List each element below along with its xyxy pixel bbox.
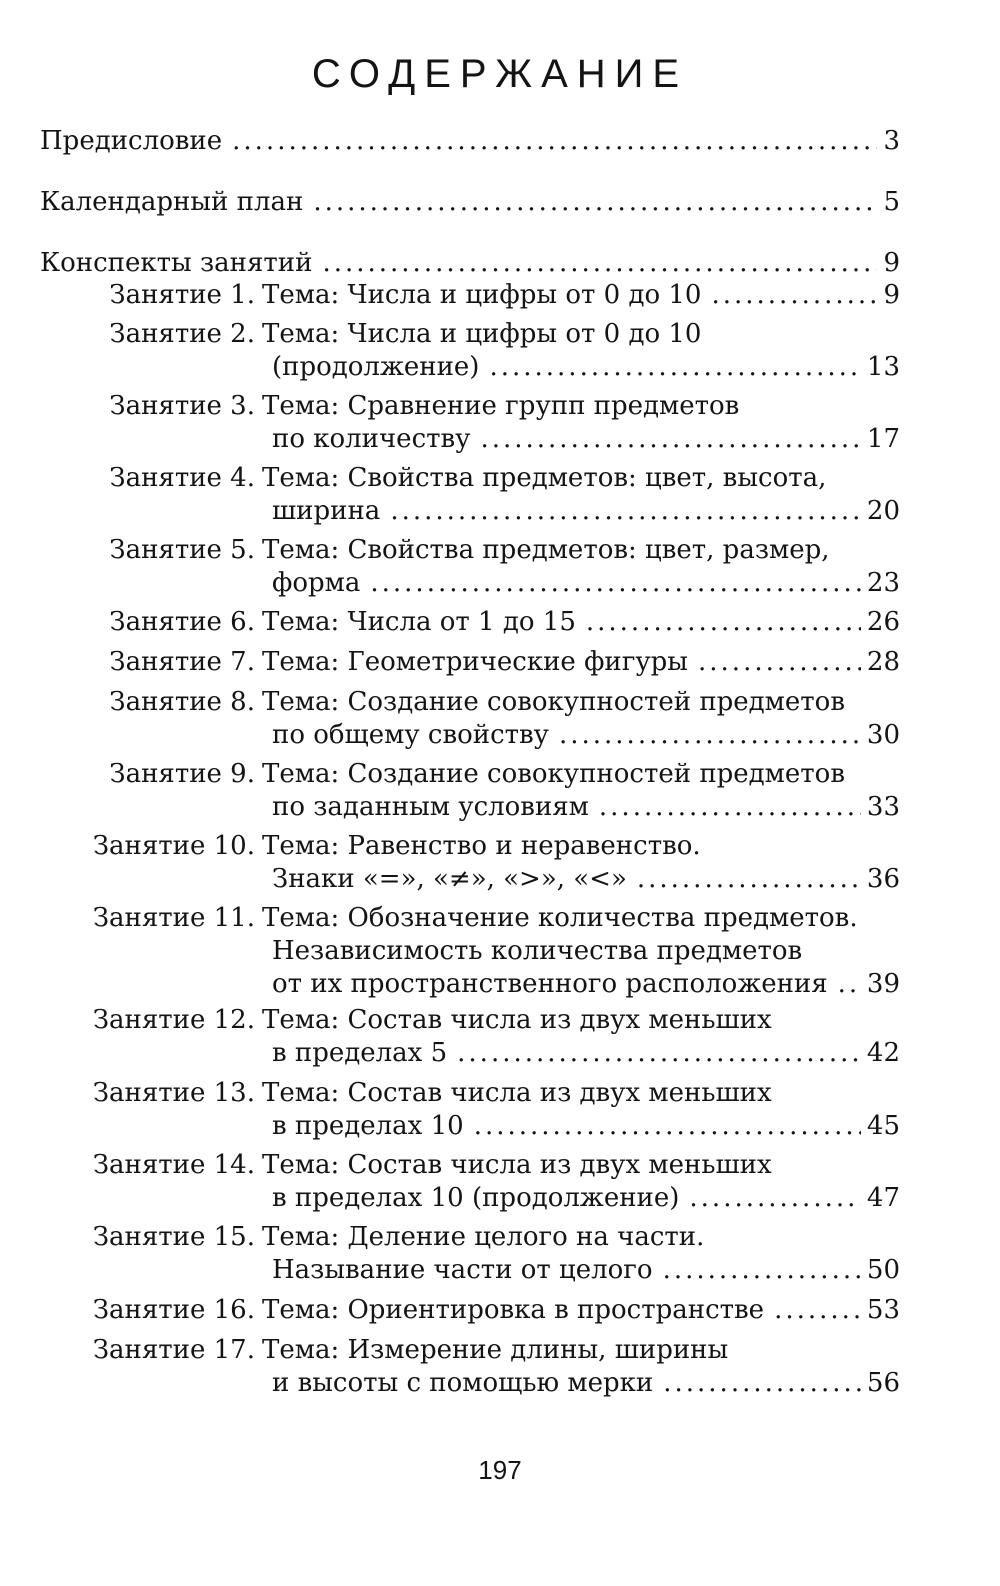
leader-dots: [838, 965, 861, 1003]
toc-page-number: 9: [883, 280, 900, 310]
leader-dots: [599, 788, 861, 826]
toc-page-number: 33: [866, 792, 900, 822]
toc-entry-label: Календарный план: [40, 187, 304, 217]
leader-dots: [480, 420, 860, 458]
leader-dots: [559, 716, 861, 754]
lesson-topic-line: Тема: Равенство и неравенство.: [262, 831, 701, 861]
lesson-topic-line: Называние части от целого: [272, 1255, 653, 1285]
lesson-number: Занятие 16.: [92, 1295, 255, 1325]
leader-dots: [586, 603, 861, 641]
leader-dots: [689, 1179, 861, 1217]
lesson-number: Занятие 14.: [92, 1150, 255, 1180]
toc-entry-lesson-13[interactable]: [272, 1107, 900, 1145]
lesson-topic-line: Тема: Состав числа из двух меньших: [262, 1005, 772, 1035]
lesson-number: Занятие 4.: [109, 463, 255, 493]
lesson-number: Занятие 17.: [92, 1335, 255, 1365]
leader-dots: [637, 860, 861, 898]
toc-page-number: 13: [866, 352, 900, 382]
page-number: 197: [478, 1455, 522, 1485]
lesson-number: Занятие 5.: [109, 535, 255, 565]
toc-entry-calendar-plan[interactable]: [40, 183, 900, 221]
lesson-topic-line: Тема: Создание совокупностей предметов: [262, 759, 845, 789]
lesson-topic-line: Знаки «=», «≠», «>», «<»: [272, 864, 627, 894]
toc-page-number: 5: [883, 187, 900, 217]
lesson-topic-line: Тема: Числа и цифры от 0 до 10: [262, 319, 702, 349]
toc-page-number: 17: [866, 424, 900, 454]
lesson-topic-line: Тема: Ориентировка в пространстве: [262, 1295, 765, 1325]
lesson-topic-line: форма: [272, 568, 361, 598]
toc-page-number: 53: [866, 1295, 900, 1325]
toc-page-number: 30: [866, 720, 900, 750]
toc-page-number: 56: [866, 1368, 900, 1398]
lesson-topic-line: по заданным условиям: [272, 792, 589, 822]
lesson-topic-line: в пределах 5: [272, 1038, 448, 1068]
leader-dots: [232, 122, 877, 160]
toc-page-number: 20: [866, 496, 900, 526]
lesson-topic-line: Тема: Геометрические фигуры: [262, 647, 689, 677]
leader-dots: [774, 1291, 861, 1329]
lesson-topic-line: от их пространственного расположения: [272, 969, 828, 999]
lesson-topic-line: ширина: [272, 496, 381, 526]
lesson-topic-line: Независимость количества предметов: [272, 936, 803, 966]
toc-entry-lesson-10[interactable]: [272, 860, 900, 898]
toc-entry-lesson-2[interactable]: [272, 348, 900, 386]
lesson-topic-line: Тема: Измерение длины, ширины: [262, 1335, 729, 1365]
lesson-topic-line: Тема: Создание совокупностей предметов: [262, 687, 845, 717]
toc-page-number: 3: [883, 126, 900, 156]
lesson-number: Занятие 13.: [92, 1078, 255, 1108]
toc-entry-label: Конспекты занятий: [40, 248, 313, 278]
toc-entry-lesson-5[interactable]: [272, 564, 900, 602]
lesson-topic-line: Тема: Обозначение количества предметов.: [262, 903, 858, 933]
toc-entry-lesson-1[interactable]: [262, 276, 900, 314]
leader-dots: [711, 276, 877, 314]
lesson-topic-line: в пределах 10: [272, 1111, 464, 1141]
toc-page-number: 45: [866, 1111, 900, 1141]
leader-dots: [474, 1107, 861, 1145]
lesson-number: Занятие 12.: [92, 1005, 255, 1035]
lesson-number: Занятие 15.: [92, 1222, 255, 1252]
lesson-topic-line: по общему свойству: [272, 720, 549, 750]
lesson-topic-line: Тема: Состав числа из двух меньших: [262, 1150, 772, 1180]
toc-page-number: 26: [866, 607, 900, 637]
lesson-number: Занятие 10.: [92, 831, 255, 861]
lesson-number: Занятие 7.: [109, 647, 255, 677]
leader-dots: [390, 492, 861, 530]
lesson-number: Занятие 9.: [109, 759, 255, 789]
toc-page-number: 39: [866, 969, 900, 999]
toc-entry-lesson-11[interactable]: [272, 965, 900, 1003]
leader-dots: [663, 1364, 861, 1402]
toc-page-number: 47: [866, 1183, 900, 1213]
toc-page-number: 28: [866, 647, 900, 677]
lesson-number: Занятие 11.: [92, 903, 255, 933]
lesson-number: Занятие 1.: [109, 280, 255, 310]
toc-entry-lesson-4[interactable]: [272, 492, 900, 530]
toc-page-number: 9: [883, 248, 900, 278]
leader-dots: [663, 1251, 861, 1289]
toc-entry-lesson-16[interactable]: [262, 1291, 900, 1329]
lesson-topic-line: Тема: Состав числа из двух меньших: [262, 1078, 772, 1108]
lesson-topic-line: Тема: Числа от 1 до 15: [262, 607, 576, 637]
lesson-topic-line: (продолжение): [272, 352, 480, 382]
toc-entry-label: Предисловие: [40, 126, 223, 156]
toc-entry-lesson-15[interactable]: [272, 1251, 900, 1289]
lesson-topic-line: по количеству: [272, 424, 471, 454]
leader-dots: [489, 348, 860, 386]
leader-dots: [370, 564, 861, 602]
lesson-topic-line: и высоты с помощью мерки: [272, 1368, 654, 1398]
toc-entry-lesson-14[interactable]: [272, 1179, 900, 1217]
lesson-number: Занятие 2.: [109, 319, 255, 349]
toc-page-number: 42: [866, 1038, 900, 1068]
toc-entry-lesson-12[interactable]: [272, 1034, 900, 1072]
toc-page-number: 50: [866, 1255, 900, 1285]
lesson-number: Занятие 3.: [109, 391, 255, 421]
page-title: СОДЕРЖАНИЕ: [311, 52, 689, 96]
toc-entry-lesson-17[interactable]: [272, 1364, 900, 1402]
leader-dots: [698, 643, 861, 681]
lesson-number: Занятие 6.: [109, 607, 255, 637]
lesson-topic-line: Тема: Сравнение групп предметов: [262, 391, 740, 421]
leader-dots: [457, 1034, 861, 1072]
lesson-topic-line: Тема: Деление целого на части.: [262, 1222, 705, 1252]
lesson-topic-line: Тема: Свойства предметов: цвет, высота,: [262, 463, 827, 493]
toc-entry-lesson-7[interactable]: [262, 643, 900, 681]
toc-entry-lesson-6[interactable]: [262, 603, 900, 641]
lesson-topic-line: в пределах 10 (продолжение): [272, 1183, 680, 1213]
leader-dots: [313, 183, 877, 221]
toc-page-number: 23: [866, 568, 900, 598]
lesson-topic-line: Тема: Числа и цифры от 0 до 10: [262, 280, 702, 310]
toc-entry-lesson-3[interactable]: [272, 420, 900, 458]
lesson-number: Занятие 8.: [109, 687, 255, 717]
toc-page-number: 36: [866, 864, 900, 894]
lesson-topic-line: Тема: Свойства предметов: цвет, размер,: [262, 535, 830, 565]
toc-entry-preface[interactable]: [40, 122, 900, 160]
toc-entry-lesson-9[interactable]: [272, 788, 900, 826]
toc-entry-lesson-8[interactable]: [272, 716, 900, 754]
